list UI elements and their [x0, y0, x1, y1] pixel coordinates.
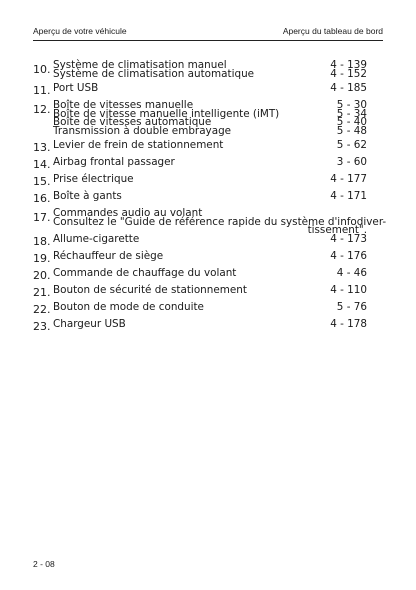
- item-label: Transmission à double embrayage: [53, 124, 232, 137]
- item-page-ref: 4 - 46: [336, 267, 367, 279]
- item-page-ref: 5 - 48: [336, 124, 367, 137]
- list-item: [33, 156, 367, 171]
- item-page-ref: 5 - 40: [336, 116, 367, 129]
- item-page-ref: 5 - 62: [336, 139, 367, 151]
- list-item: [33, 59, 367, 80]
- item-page-ref: 4 - 176: [330, 250, 367, 262]
- item-number: 17.: [33, 211, 51, 224]
- item-page-ref: 4 - 177: [330, 173, 367, 185]
- item-page-ref: 5 - 34: [336, 107, 367, 120]
- item-page-ref: 4 - 139: [330, 59, 367, 71]
- item-number: 19.: [33, 252, 51, 265]
- list-item: [33, 301, 367, 316]
- item-number: 14.: [33, 158, 51, 171]
- item-label: Chargeur USB: [53, 318, 126, 330]
- item-number: 13.: [33, 141, 51, 154]
- item-label: Commandes audio au volant: [53, 207, 203, 219]
- list-item: [33, 139, 367, 154]
- item-label: Réchauffeur de siège: [53, 250, 164, 262]
- item-page-ref: 5 - 30: [336, 99, 367, 111]
- item-page-ref: 5 - 76: [336, 301, 367, 313]
- item-label: Boîte de vitesses automatique: [53, 116, 212, 129]
- item-number: 22.: [33, 303, 51, 316]
- item-number: 12.: [33, 103, 51, 116]
- item-label: Consultez le "Guide de référence rapide du système d'infodiver-: [53, 215, 387, 228]
- list-item: [33, 173, 367, 188]
- item-number: 10.: [33, 63, 51, 76]
- item-page-ref: 4 - 178: [330, 318, 367, 330]
- list-item: [33, 318, 367, 333]
- item-label: Système de climatisation manuel: [53, 59, 227, 71]
- item-label: Bouton de sécurité de stationnement: [53, 284, 247, 296]
- item-page-ref: 3 - 60: [336, 156, 367, 168]
- item-label: Levier de frein de stationnement: [53, 139, 224, 151]
- item-number: 16.: [33, 192, 51, 205]
- running-header: [33, 26, 383, 40]
- item-page-ref: 4 - 110: [330, 284, 367, 296]
- page-number: 2 - 08: [33, 559, 55, 569]
- item-label: Boîte de vitesse manuelle intelligente (iMT): [53, 107, 280, 120]
- item-page-ref: 4 - 185: [330, 82, 367, 94]
- list-item: [33, 82, 367, 97]
- item-label: Allume-cigarette: [53, 233, 140, 245]
- list-item: [33, 99, 367, 137]
- list-item: [33, 190, 367, 205]
- header-section-title: Aperçu du tableau de bord: [282, 26, 383, 36]
- item-label: Port USB: [53, 82, 99, 94]
- item-label: tissement".: [307, 224, 367, 237]
- item-number: 23.: [33, 320, 51, 333]
- item-number: 18.: [33, 235, 51, 248]
- item-label: Boîte à gants: [53, 190, 122, 202]
- item-number: 11.: [33, 84, 51, 97]
- item-page-ref: 4 - 152: [330, 67, 367, 80]
- list-item: [33, 233, 367, 248]
- item-number: 15.: [33, 175, 51, 188]
- list-item: [33, 267, 367, 282]
- item-label: Boîte de vitesses manuelle: [53, 99, 194, 111]
- item-page-ref: 4 - 173: [330, 233, 367, 245]
- header-rule: [33, 40, 383, 41]
- item-label: Prise électrique: [53, 173, 134, 185]
- item-label: Système de climatisation automatique: [53, 67, 255, 80]
- item-label: Commande de chauffage du volant: [53, 267, 237, 279]
- item-number: 20.: [33, 269, 51, 282]
- header-chapter-title: Aperçu de votre véhicule: [33, 26, 127, 36]
- item-label: Bouton de mode de conduite: [53, 301, 204, 313]
- list-item: [33, 207, 387, 237]
- list-item: [33, 284, 367, 299]
- item-number: 21.: [33, 286, 51, 299]
- list-item: [33, 250, 367, 265]
- item-page-ref: 4 - 171: [330, 190, 367, 202]
- item-label: Airbag frontal passager: [53, 156, 175, 168]
